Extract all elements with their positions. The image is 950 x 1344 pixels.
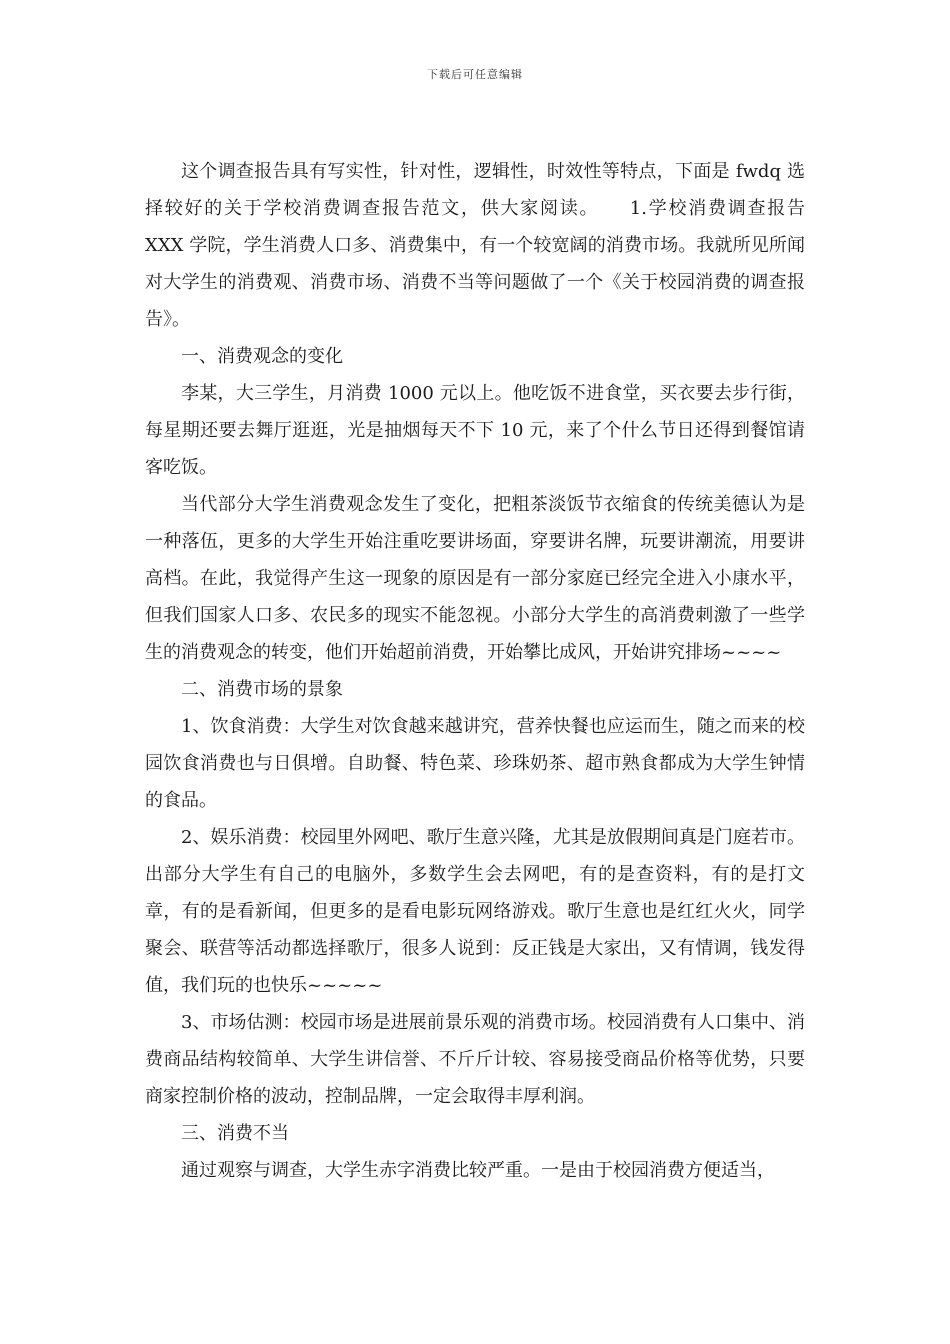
paragraph-market-estimate: 3、市场估测：校园市场是进展前景乐观的消费市场。校园消费有人口集中、消费商品结构较简单、大学生讲信誉、不斤斤计较、容易接受商品价格等优势，只要商家控制价格的波动，控制品牌，一定会取得丰厚利润。 [145,1012,805,1107]
document-body [145,153,841,1189]
header-note: 下载后可任意编辑 [427,68,523,81]
section-heading-3: 三、消费不当 [181,1123,289,1144]
paragraph-entertainment-consumption: 2、娱乐消费：校园里外网吧、歌厅生意兴隆，尤其是放假期间真是门庭若市。出部分大学生有自己的电脑外，多数学生会去网吧，有的是查资料，有的是打文章，有的是看新闻，但更多的是看电影玩网络游戏。歌厅生意也是红红火火，同学聚会、联营等活动都选择歌厅，很多人说到：反正钱是大家出，又有情调，钱发得值，我们玩的也快乐~~~~~ [145,827,805,996]
section-heading-2: 二、消费市场的景象 [181,679,343,700]
paragraph-consumption-concept: 当代部分大学生消费观念发生了变化，把粗茶淡饭节衣缩食的传统美德认为是一种落伍，更多的大学生开始注重吃要讲场面，穿要讲名牌，玩要讲潮流，用要讲高档。在此，我觉得产生这一现象的原因是有一部分家庭已经完全进入小康水平，但我们国家人口多、农民多的现实不能忽视。小部分大学生的高消费刺激了一些学生的消费观念的转变，他们开始超前消费，开始攀比成风，开始讲究排场~~~~ [145,494,805,663]
paragraph-improper-consumption: 通过观察与调查，大学生赤字消费比较严重。一是由于校园消费方便适当， [181,1160,775,1181]
section-heading-1: 一、消费观念的变化 [181,346,343,367]
intro-paragraph: 这个调查报告具有写实性，针对性，逻辑性，时效性等特点，下面是 fwdq 选择较好的关于学校消费调查报告范文，供大家阅读。 1.学校消费调查报告 XXX 学院，学生消费人口多、消费集中，有一个较宽阔的消费市场。我就所见所闻对大学生的消费观、消费市场、消费不当等问题做了一个《关于校园消费的调查报告》。 [145,161,841,330]
paragraph-case-li: 李某，大三学生，月消费 1000 元以上。他吃饭不进食堂，买衣要去步行街，每星期还要去舞厅逛逛，光是抽烟每天不下 10 元，来了个什么节日还得到餐馆请客吃饭。 [145,383,805,478]
paragraph-food-consumption: 1、饮食消费：大学生对饮食越来越讲究，营养快餐也应运而生，随之而来的校园饮食消费也与日俱增。自助餐、特色菜、珍珠奶茶、超市熟食都成为大学生钟情的食品。 [145,716,805,811]
